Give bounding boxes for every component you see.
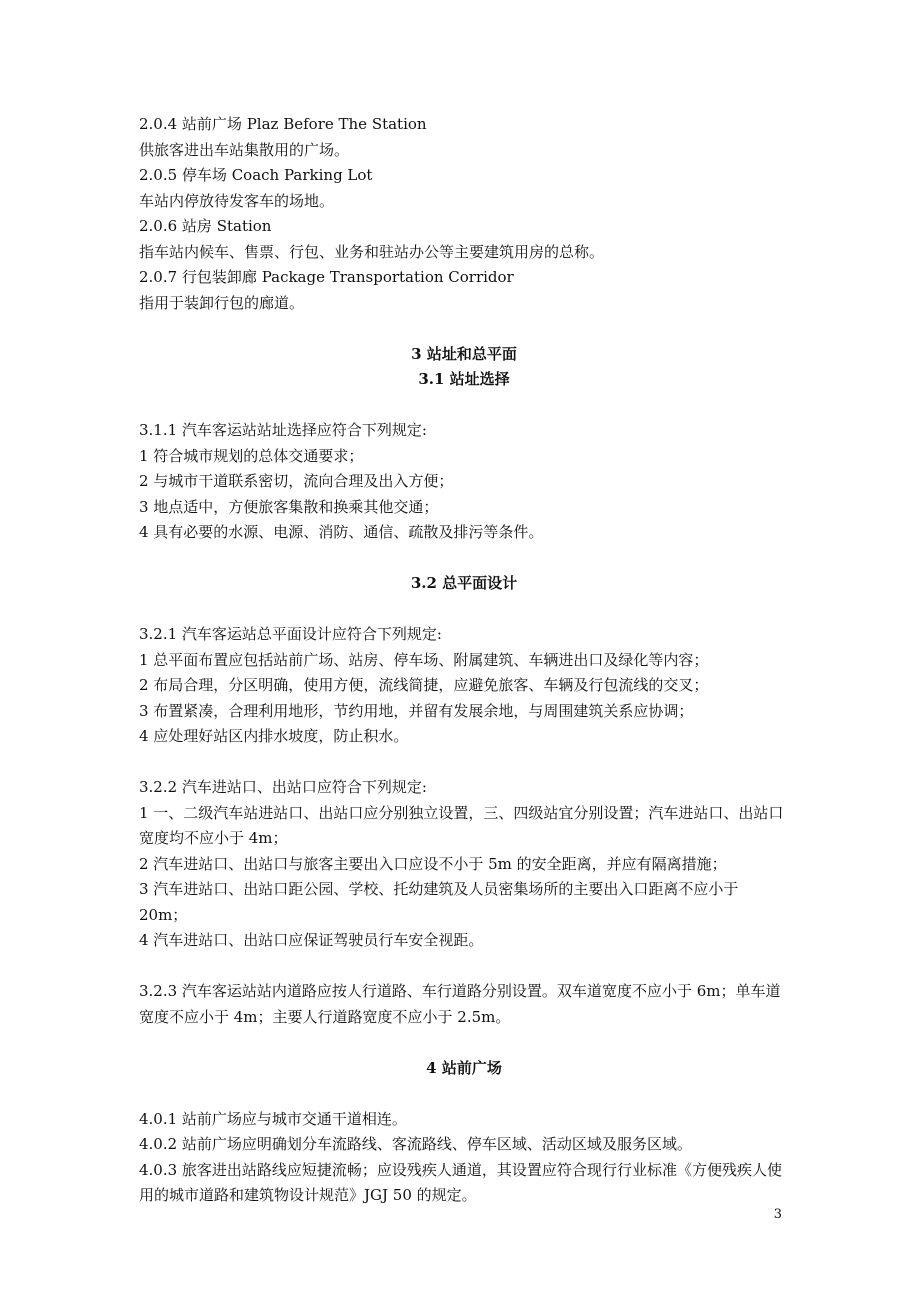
clause-4-0-2: 4.0.2 站前广场应明确划分车流路线、客流路线、停车区域、活动区域及服务区域。 <box>139 1135 692 1153</box>
chapter-4-heading: 4 站前广场 <box>426 1058 502 1077</box>
section-3-1-heading: 3.1 站址选择 <box>418 370 510 388</box>
clause-3-2-1: 3.2.1 汽车客运站总平面设计应符合下列规定: <box>139 625 442 643</box>
list-item: 4 汽车进站口、出站口应保证驾驶员行车安全视距。 <box>139 931 484 949</box>
section-3-2-heading: 3.2 总平面设计 <box>410 574 518 592</box>
list-item: 3 布置紧凑，合理利用地形，节约用地，并留有发展余地，与周围建筑关系应协调； <box>139 701 694 720</box>
clause-3-2-3: 3.2.3 汽车客运站站内道路应按人行道路、车行道路分别设置。双车道宽度不应小于 6m；单车道宽度不应小于 4m；主要人行道路宽度不应小于 2.5m。 <box>139 982 781 1026</box>
clause-3-2-2: 3.2.2 汽车进站口、出站口应符合下列规定: <box>139 778 427 796</box>
clause-4-0-3: 4.0.3 旅客进出站路线应短捷流畅；应设残疾人通道，其设置应符合现行行业标准《方便残疾人使用的城市道路和建筑物设计规范》JGJ 50 的规定。 <box>139 1160 782 1204</box>
list-item: 3 地点适中，方便旅客集散和换乘其他交通； <box>139 497 439 516</box>
list-item: 4 应处理好站区内排水坡度，防止积水。 <box>139 727 409 745</box>
list-item: 4 具有必要的水源、电源、消防、通信、疏散及排污等条件。 <box>139 523 544 541</box>
clause-2-0-5-text: 车站内停放待发客车的场地。 <box>139 191 335 210</box>
list-item: 3 汽车进站口、出站口距公园、学校、托幼建筑及人员密集场所的主要出入口距离不应小于 20m； <box>139 880 739 924</box>
clause-2-0-7: 2.0.7 行包装卸廊 Package Transportation Corridor <box>139 268 514 286</box>
clause-2-0-4-text: 供旅客进出车站集散用的广场。 <box>139 140 350 159</box>
document-body <box>139 112 789 1209</box>
list-item: 1 符合城市规划的总体交通要求； <box>139 446 364 465</box>
page-number: 3 <box>773 1207 782 1222</box>
list-item: 1 总平面布置应包括站前广场、站房、停车场、附属建筑、车辆进出口及绿化等内容； <box>139 650 709 669</box>
clause-2-0-6-text: 指车站内候车、售票、行包、业务和驻站办公等主要建筑用房的总称。 <box>139 242 605 261</box>
chapter-3-heading: 3 站址和总平面 <box>411 344 517 363</box>
list-item: 2 汽车进站口、出站口与旅客主要出入口应设不小于 5m 的安全距离，并应有隔离措施； <box>139 854 727 873</box>
clause-3-1-1: 3.1.1 汽车客运站站址选择应符合下列规定: <box>139 421 427 439</box>
list-item: 2 布局合理，分区明确，使用方便，流线简捷，应避免旅客、车辆及行包流线的交叉； <box>139 676 709 694</box>
clause-4-0-1: 4.0.1 站前广场应与城市交通干道相连。 <box>139 1109 407 1128</box>
clause-2-0-6: 2.0.6 站房 Station <box>139 217 272 235</box>
clause-2-0-4: 2.0.4 站前广场 Plaz Before The Station <box>139 115 427 133</box>
list-item: 1 一、二级汽车站进站口、出站口应分别独立设置，三、四级站宜分别设置；汽车进站口、出站口宽度均不应小于 4m； <box>139 803 784 847</box>
clause-2-0-5: 2.0.5 停车场 Coach Parking Lot <box>139 166 373 184</box>
clause-2-0-7-text: 指用于装卸行包的廊道。 <box>139 293 305 312</box>
list-item: 2 与城市干道联系密切，流向合理及出入方便； <box>139 472 454 490</box>
